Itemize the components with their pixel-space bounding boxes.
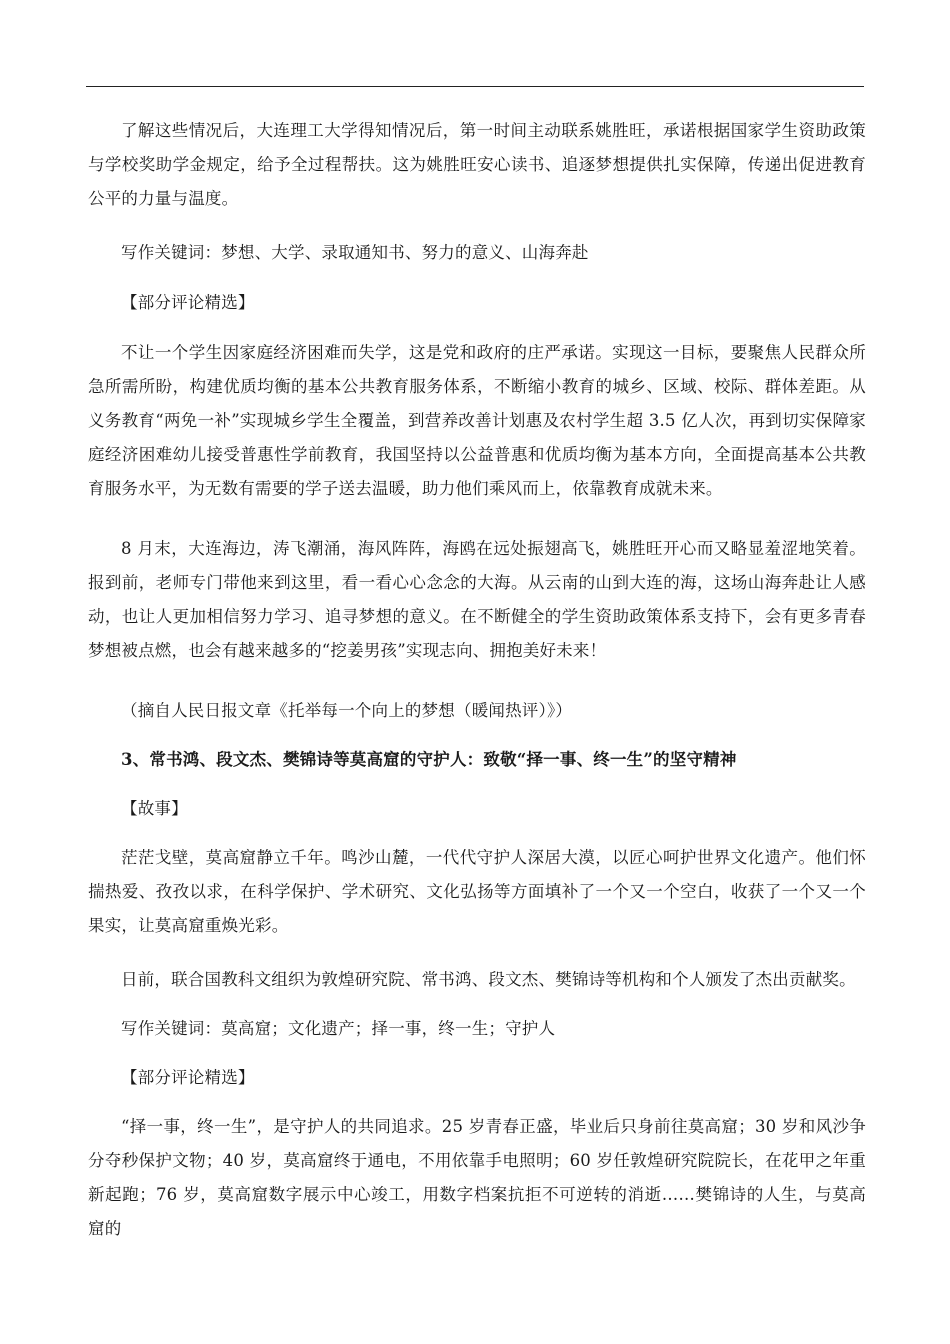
comments-heading-2: 【部分评论精选】 <box>121 1068 255 1087</box>
paragraph-mogao-story: 茫茫戈壁，莫高窟静立千年。鸣沙山麓，一代代守护人深居大漠，以匠心呵护世界文化遗产。他们怀揣热爱、孜孜以求，在科学保护、学术研究、文化弘扬等方面填补了一个又一个空白，收获了一个又一个果实，让莫高窟重焕光彩。 <box>88 848 866 935</box>
header-rule <box>86 86 864 87</box>
paragraph-fan-jinshi: “择一事，终一生”，是守护人的共同追求。25 岁青春正盛，毕业后只身前往莫高窟；30 岁和风沙争分夺秒保护文物；40 岁，莫高窟终于通电，不用依靠手电照明；60 岁任敦煌研究院院长，在花甲之年重新起跑；76 岁，莫高窟数字展示中心竣工，用数字档案抗拒不可逆转的消逝……樊锦诗的人生，与莫高窟的 <box>88 1117 866 1238</box>
paragraph-dalian-sea: 8 月末，大连海边，涛飞潮涌，海风阵阵，海鸥在远处振翅高飞，姚胜旺开心而又略显羞涩地笑着。报到前，老师专门带他来到这里，看一看心心念念的大海。从云南的山到大连的海，这场山海奔赴让人感动，也让人更加相信努力学习、追寻梦想的意义。在不断健全的学生资助政策体系支持下，会有更多青春梦想被点燃，也会有越来越多的“挖姜男孩”实现志向、拥抱美好未来！ <box>88 539 866 660</box>
paragraph-commentary-education: 不让一个学生因家庭经济困难而失学，这是党和政府的庄严承诺。实现这一目标，要聚焦人民群众所急所需所盼，构建优质均衡的基本公共教育服务体系，不断缩小教育的城乡、区域、校际、群体差距。从义务教育“两免一补”实现城乡学生全覆盖，到营养改善计划惠及农村学生超 3.5 亿人次，再到切实保障家庭经济困难幼儿接受普惠性学前教育，我国坚持以公益普惠和优质均衡为基本方向，全面提高基本公共教育服务水平，为无数有需要的学子送去温暖，助力他们乘风而上，依靠教育成就未来。 <box>88 343 866 498</box>
paragraph-unesco-award: 日前，联合国教科文组织为敦煌研究院、常书鸿、段文杰、樊锦诗等机构和个人颁发了杰出贡献奖。 <box>121 970 856 989</box>
source-citation: （摘自人民日报文章《托举每一个向上的梦想（暖闻热评）》） <box>121 701 573 720</box>
writing-keywords-2: 写作关键词：莫高窟；文化遗产；择一事，终一生；守护人 <box>121 1019 556 1038</box>
story-heading: 【故事】 <box>121 799 188 818</box>
comments-heading-1: 【部分评论精选】 <box>121 293 255 312</box>
section-heading-mogao: 3、常书鸿、段文杰、樊锦诗等莫高窟的守护人：致敬“择一事、终一生”的坚守精神 <box>121 750 737 769</box>
paragraph-support-story: 了解这些情况后，大连理工大学得知情况后，第一时间主动联系姚胜旺，承诺根据国家学生资助政策与学校奖助学金规定，给予全过程帮扶。这为姚胜旺安心读书、追逐梦想提供扎实保障，传递出促进教育公平的力量与温度。 <box>88 121 866 208</box>
writing-keywords-1: 写作关键词：梦想、大学、录取通知书、努力的意义、山海奔赴 <box>121 243 589 262</box>
